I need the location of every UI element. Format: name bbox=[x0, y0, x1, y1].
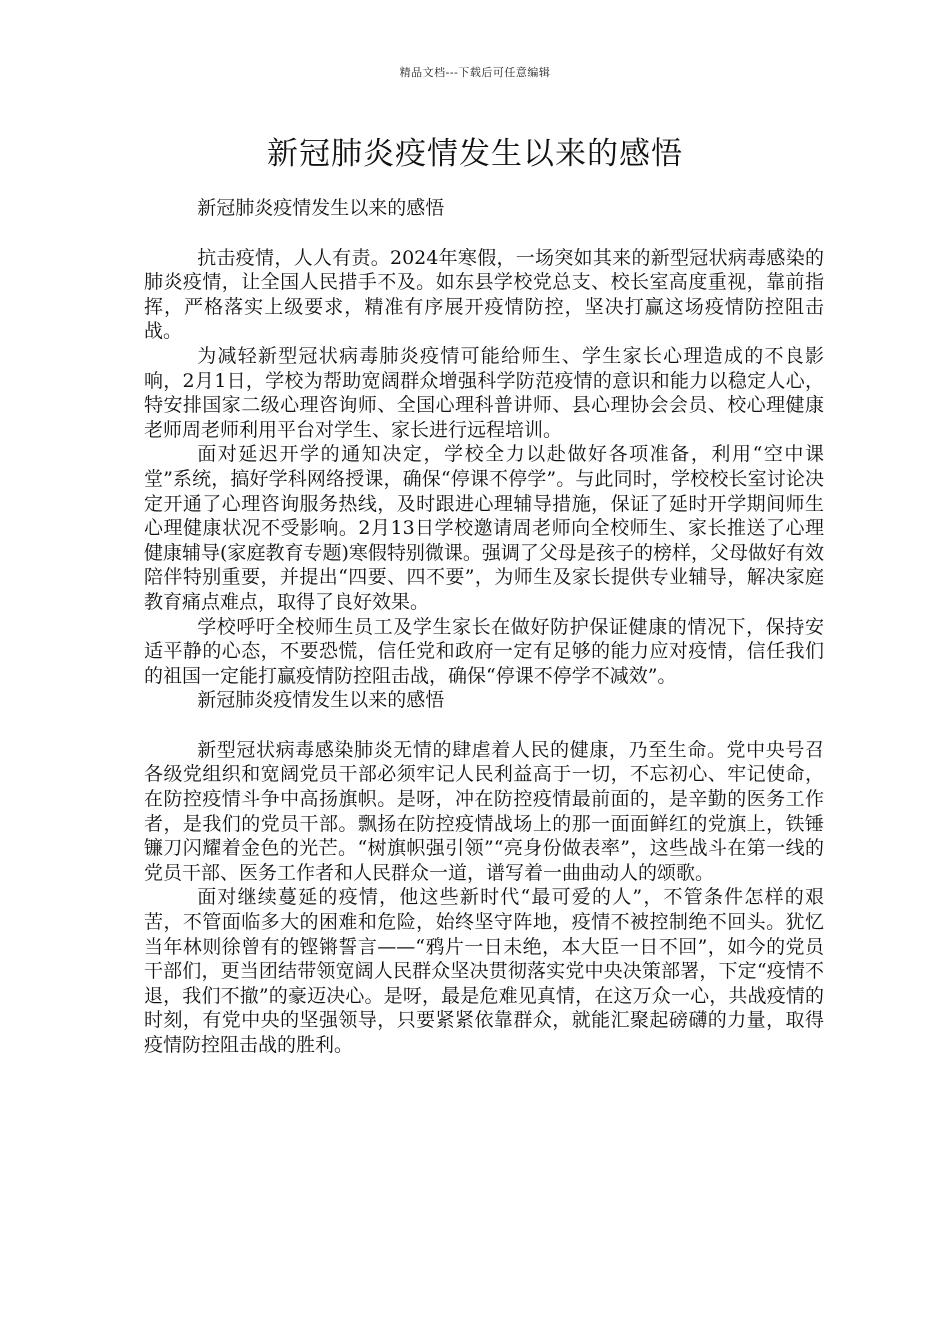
section-subtitle: 新冠肺炎疫情发生以来的感悟 bbox=[197, 197, 445, 219]
document-body bbox=[144, 196, 824, 1058]
paragraph: 学校呼吁全校师生员工及学生家长在做好防护保证健康的情况下，保持安适平静的心态，不要恐慌，信任党和政府一定有足够的能力应对疫情，信任我们的祖国一定能打赢疫情防控阻击战，确保“停课不停学不减效”。 bbox=[144, 615, 824, 687]
paragraph: 新型冠状病毒感染肺炎无情的肆虐着人民的健康，乃至生命。党中央号召各级党组织和宽阔党员干部必须牢记人民利益高于一切，不忘初心、牢记使命，在防控疫情斗争中高扬旗帜。是呀，冲在防控疫情最前面的，是辛勤的医务工作者，是我们的党员干部。飘扬在防控疫情战场上的那一面面鲜红的党旗上，铁锤镰刀闪耀着金色的光芒。“树旗帜强引领”“亮身份做表率”，这些战斗在第一线的党员干部、医务工作者和人民群众一道，谱写着一曲曲动人的颂歌。 bbox=[144, 738, 824, 884]
paragraph: 抗击疫情，人人有责。2024年寒假，一场突如其来的新型冠状病毒感染的肺炎疫情，让全国人民措手不及。如东县学校党总支、校长室高度重视，靠前指挥，严格落实上级要求，精准有序展开疫情防控，坚决打赢这场疫情防控阻击战。 bbox=[144, 246, 824, 343]
paragraph: 面对继续蔓延的疫情，他这些新时代“最可爱的人”，不管条件怎样的艰苦，不管面临多大的困难和危险，始终坚守阵地，疫情不被控制绝不回头。犹忆当年林则徐曾有的铿锵誓言——“鸦片一日未绝，本大臣一日不回”，如今的党员干部们，更当团结带领宽阔人民群众坚决贯彻落实党中央决策部署，下定“疫情不退，我们不撤”的豪迈决心。是呀，最是危难见真情，在这万众一心，共战疫情的时刻，有党中央的坚强领导，只要紧紧依靠群众，就能汇聚起磅礴的力量，取得疫情防控阻击战的胜利。 bbox=[144, 886, 824, 1056]
page-header: 精品文档---下载后可任意编辑 bbox=[399, 66, 551, 79]
blank-line bbox=[144, 713, 824, 738]
paragraph: 为减轻新型冠状病毒肺炎疫情可能给师生、学生家长心理造成的不良影响，2月1日，学校为帮助宽阔群众增强科学防范疫情的意识和能力以稳定人心，特安排国家二级心理咨询师、全国心理科普讲师、县心理协会会员、校心理健康老师周老师利用平台对学生、家长进行远程培训。 bbox=[144, 344, 824, 441]
document-title: 新冠肺炎疫情发生以来的感悟 bbox=[267, 136, 683, 172]
paragraph: 面对延迟开学的通知决定，学校全力以赴做好各项准备，利用“空中课堂”系统，搞好学科网络授课，确保“停课不停学”。与此同时，学校校长室讨论决定开通了心理咨询服务热线，及时跟进心理辅导措施，保证了延时开学期间师生心理健康状况不受影响。2月13日学校邀请周老师向全校师生、家长推送了心理健康辅导(家庭教育专题)寒假特别微课。强调了父母是孩子的榜样，父母做好有效陪伴特别重要，并提出“四要、四不要”，为师生及家长提供专业辅导，解决家庭教育痛点难点，取得了良好效果。 bbox=[144, 443, 824, 613]
blank-line bbox=[144, 221, 824, 246]
section-subtitle: 新冠肺炎疫情发生以来的感悟 bbox=[197, 689, 445, 712]
